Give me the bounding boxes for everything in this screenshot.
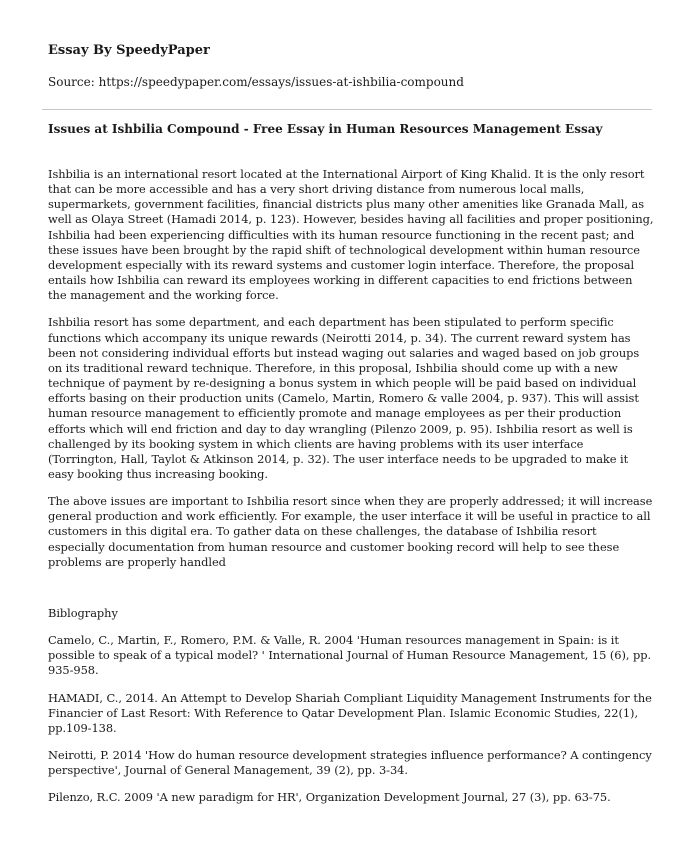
reference-item: Camelo, C., Martin, F., Romero, P.M. & Valle, R. 2004 'Human resources management in Spain: is it possible to speak of a typical model? ' International Journal of Human Resource Management, 15 (6), pp. 935-958. [48, 633, 652, 678]
reference-item: Neirotti, P. 2014 'How do human resource development strategies influence performance? A contingency perspective', Journal of General Management, 39 (2), pp. 3-34. [48, 748, 652, 778]
site-title: Essay By SpeedyPaper [48, 43, 210, 58]
header-divider [42, 109, 652, 110]
bibliography-heading: Biblography [48, 605, 118, 620]
source-line: Source: https://speedypaper.com/essays/issues-at-ishbilia-compound [48, 75, 464, 89]
reference-item: HAMADI, C., 2014. An Attempt to Develop Shariah Compliant Liquidity Management Instruments for the Financier of Last Resort: With Reference to Qatar Development Plan. Islamic Economic Studies, 22(1), pp.109-138. [48, 690, 652, 735]
essay-title: Issues at Ishbilia Compound - Free Essay in Human Resources Management Essay [48, 122, 603, 136]
document-header [48, 42, 654, 90]
paragraph-2: Ishbilia resort has some department, and each department has been stipulated to perform specific functions which accompany its unique rewards (Neirotti 2014, p. 34). The current reward system has been not considering individual efforts but instead waging out salaries and waged based on job groups on its traditional reward technique. Therefore, in this proposal, Ishbilia should come up with a new technique of payment by re-designing a bonus system in which people will be paid based on individual efforts basing on their production units (Camelo, Martin, Romero & valle 2004, p. 937). This will assist human resource management to efficiently promote and manage employees as per their production efforts which will end friction and day to day wrangling (Pilenzo 2009, p. 95). Ishbilia resort as well is challenged by its booking system in which clients are having problems with its user interface (Torrington, Hall, Taylot & Atkinson 2014, p. 32). The user interface needs to be upgraded to make it easy booking thus increasing booking. [48, 315, 640, 481]
paragraph-1: Ishbilia is an international resort located at the International Airport of King Khalid. It is the only resort that can be more accessible and has a very short driving distance from numerous local malls, supermarkets, government facilities, financial districts plus many other amenities like Granada Mall, as well as Olaya Street (Hamadi 2014, p. 123). However, besides having all facilities and proper positioning, Ishbilia had been experiencing difficulties with its human resource functioning in the recent past; and these issues have been brought by the rapid shift of technological development within human resource development especially with its reward systems and customer login interface. Therefore, the proposal entails how Ishbilia can reward its employees working in different capacities to end frictions between the management and the working force. [48, 167, 654, 303]
paragraph-3: The above issues are important to Ishbilia resort since when they are properly addressed; it will increase general production and work efficiently. For example, the user interface it will be useful in practice to all customers in this digital era. To gather data on these challenges, the database of Ishbilia resort especially documentation from human resource and customer booking record will help to see these problems are properly handled [48, 494, 653, 569]
reference-item: Pilenzo, R.C. 2009 'A new paradigm for HR', Organization Development Journal, 27 (3), pp. 63-75. [48, 790, 611, 805]
essay-body [48, 167, 654, 817]
